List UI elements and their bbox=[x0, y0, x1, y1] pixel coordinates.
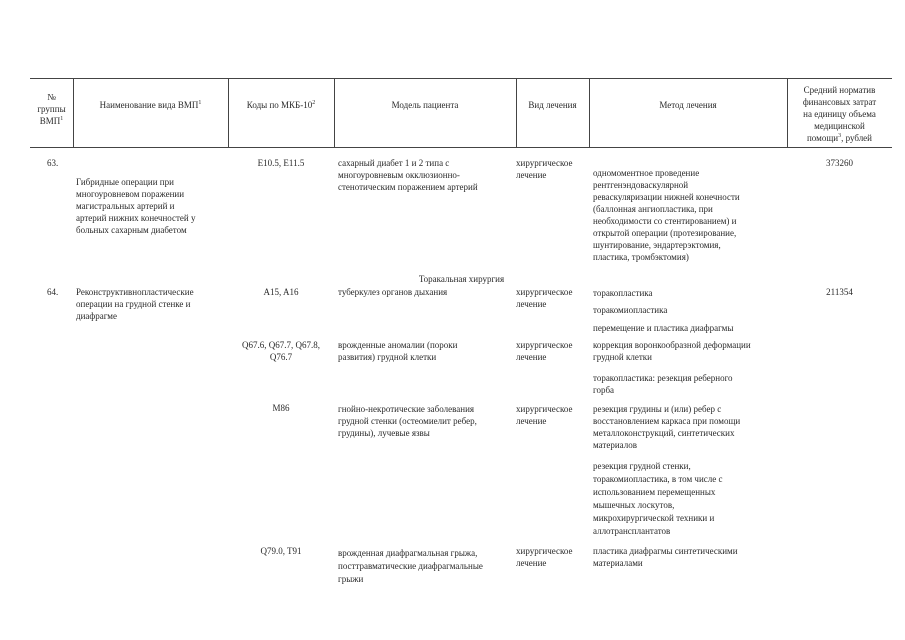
header-col-divider bbox=[228, 78, 229, 147]
icd-codes: Q79.0, T91 bbox=[260, 546, 302, 556]
treatment-method: одномоментное проведение рентгенэндоваскулярной реваскуляризации нижней конечности (баллонная ангиопластика, при необходимости со стентированием) и открытой операции (протезирование, шунтирование, эндартерэктомия, пластика, тромбэктомия) bbox=[593, 168, 740, 262]
header-col-divider bbox=[334, 78, 335, 147]
vmp-name: Реконструктивнопластические операции на грудной стенке и диафрагме bbox=[76, 287, 194, 321]
row-number: 64. bbox=[47, 287, 59, 297]
treatment-type: хирургическое лечение bbox=[516, 340, 573, 362]
patient-model: туберкулез органов дыхания bbox=[338, 287, 448, 297]
header-icd-codes: Коды по МКБ-$10^2$ bbox=[246, 100, 316, 110]
icd-codes: A15, A16 bbox=[263, 287, 299, 297]
treatment-method: резекция грудной стенки, торакомиопластика, в том числе с использованием перемещенных мышечных лоскутов, микрохирургической техники и аллотрансплантатов bbox=[593, 461, 723, 536]
patient-model: сахарный диабет 1 и 2 типа с многоуровневым окклюзионно- стенотическим поражением артерий bbox=[338, 158, 478, 192]
header-patient-model: Модель пациента bbox=[391, 100, 459, 110]
treatment-method: перемещение и пластика диафрагмы bbox=[593, 323, 734, 333]
treatment-method: коррекция воронкообразной деформации грудной клетки bbox=[593, 340, 751, 362]
header-treatment-method: Метод лечения bbox=[659, 100, 717, 110]
header-treatment-type: Вид лечения bbox=[528, 100, 577, 110]
patient-model: врожденная диафрагмальная грыжа, посттравматические диафрагмальные грыжи bbox=[338, 548, 483, 584]
icd-codes: E10.5, E11.5 bbox=[257, 158, 305, 168]
row-number: 63. bbox=[47, 158, 59, 168]
treatment-type: хирургическое лечение bbox=[516, 158, 573, 180]
treatment-method: торакопластика: резекция реберного горба bbox=[593, 373, 733, 395]
treatment-method: резекция грудины и (или) ребер с восстановлением каркаса при помощи металлоконструкций, синтетических материалов bbox=[593, 404, 741, 450]
patient-model: гнойно-некротические заболевания грудной стенки (остеомиелит ребер, грудины), лучевые язвы bbox=[338, 404, 477, 438]
treatment-type: хирургическое лечение bbox=[516, 404, 573, 426]
icd-codes: M86 bbox=[272, 403, 290, 413]
treatment-type: хирургическое лечение bbox=[516, 546, 573, 568]
section-heading: Торакальная хирургия bbox=[418, 274, 505, 284]
header-bottom-rule bbox=[30, 147, 892, 148]
vmp-name: Гибридные операции при многоуровневом поражении магистральных артерий и артерий нижних конечностей у больных сахарным диабетом bbox=[76, 177, 196, 235]
header-group-number: № группы ВМП$^1$ bbox=[37, 92, 66, 126]
header-vmp-name: Наименование вида ВМП$^1$ bbox=[99, 100, 202, 110]
treatment-type: хирургическое лечение bbox=[516, 287, 573, 309]
average-cost: 211354 bbox=[826, 287, 853, 297]
header-top-rule bbox=[30, 78, 892, 79]
treatment-method: пластика диафрагмы синтетическими материалами bbox=[593, 546, 738, 568]
header-average-cost: Средний норматив финансовых затрат на единицу объема медицинской помощи$^3$, рублей bbox=[802, 85, 877, 143]
average-cost: 373260 bbox=[826, 158, 853, 168]
treatment-method: торакомиопластика bbox=[593, 305, 668, 315]
header-col-divider bbox=[516, 78, 517, 147]
patient-model: врожденные аномалии (пороки развития) грудной клетки bbox=[338, 340, 458, 362]
treatment-method: торакопластика bbox=[593, 288, 653, 298]
header-col-divider bbox=[73, 78, 74, 147]
icd-codes: Q67.6, Q67.7, Q67.8, Q76.7 bbox=[242, 340, 320, 362]
header-col-divider bbox=[589, 78, 590, 147]
